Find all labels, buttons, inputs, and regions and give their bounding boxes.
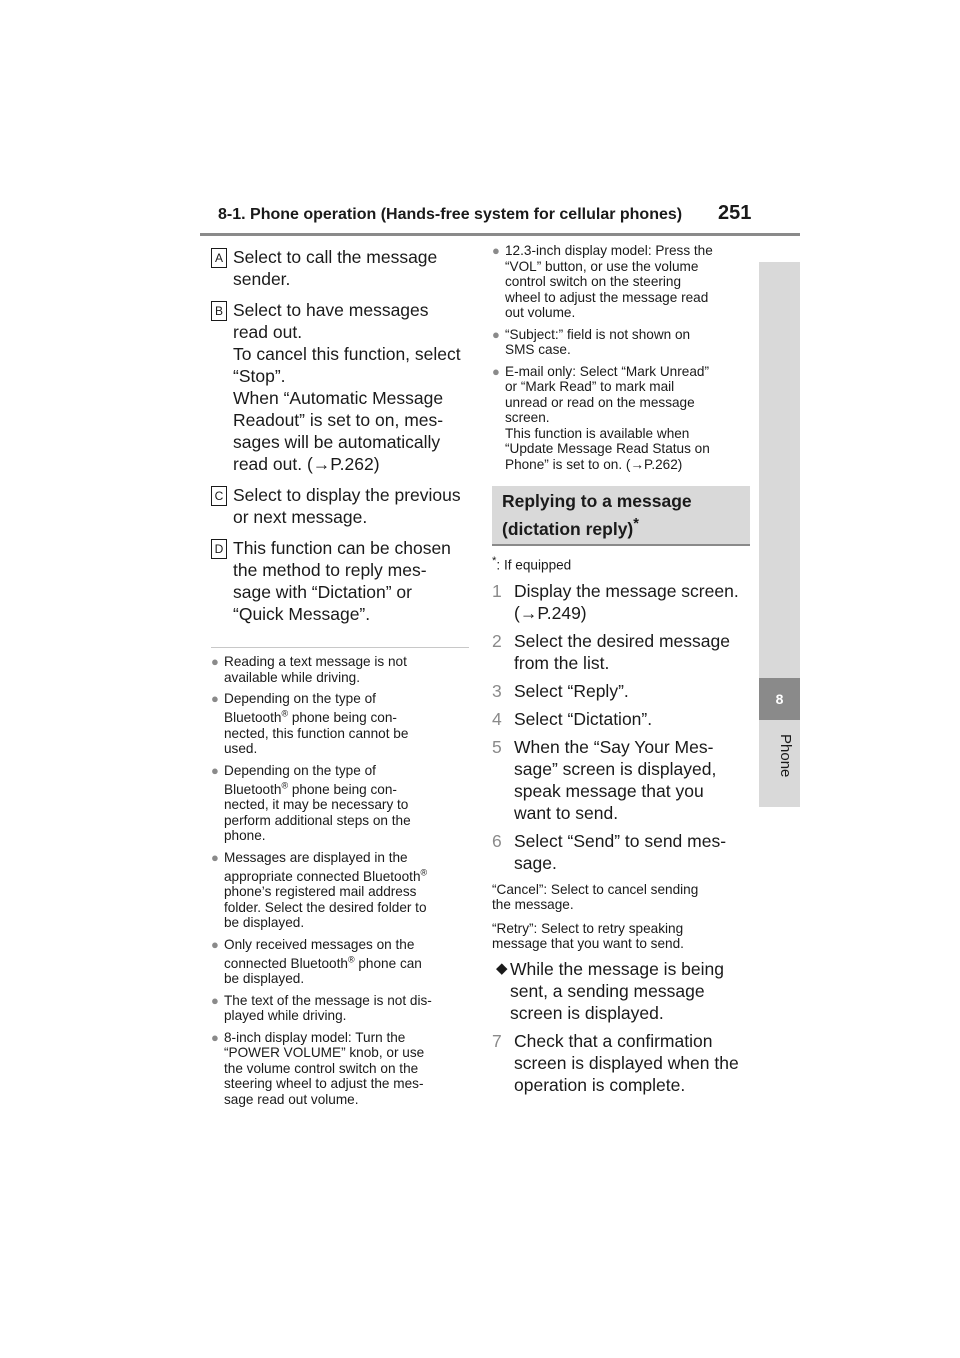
note-item bbox=[211, 993, 469, 1024]
step-item bbox=[492, 1030, 750, 1096]
callout-d bbox=[211, 537, 469, 625]
callout-b bbox=[211, 299, 469, 475]
callout-letter-b-icon: B bbox=[211, 301, 227, 321]
step-text: Display the message screen. (→P.249) bbox=[514, 580, 739, 623]
step-number: 1 bbox=[492, 580, 502, 601]
note-text-part: Depending on the type of Bluetooth bbox=[224, 691, 376, 726]
step-text: Select the desired message from the list. bbox=[514, 630, 730, 673]
step-number: 4 bbox=[492, 708, 502, 729]
note-text: The text of the message is not dis- played while driving. bbox=[224, 992, 432, 1024]
callout-text-c: Select to display the previous or next message. bbox=[233, 485, 461, 527]
diamond-icon: ◆ bbox=[496, 959, 508, 977]
note-text bbox=[224, 763, 411, 844]
note-item bbox=[492, 243, 750, 321]
diamond-note-text: While the message is being sent, a sending message screen is displayed. bbox=[510, 958, 724, 1023]
note-item bbox=[211, 763, 469, 844]
header-rule bbox=[200, 233, 800, 236]
bullet-icon: ● bbox=[211, 849, 219, 865]
note-text: “Subject:” field is not shown on SMS case. bbox=[505, 326, 691, 357]
callout-text-a: Select to call the message sender. bbox=[233, 247, 438, 289]
step-item bbox=[492, 736, 750, 824]
steps-list-continued bbox=[492, 1030, 750, 1096]
bullet-icon: ● bbox=[211, 691, 219, 706]
note-text-part: phone being con- nected, it may be necessary to perform additional steps on the phone. bbox=[224, 781, 411, 844]
step-number: 3 bbox=[492, 680, 502, 701]
cancel-note: “Cancel”: Select to cancel sending the message. bbox=[492, 881, 699, 913]
step-text: When the “Say Your Mes- sage” screen is displayed, speak message that you want to send. bbox=[514, 736, 717, 823]
bullet-icon: ● bbox=[211, 992, 219, 1008]
registered-mark: ® bbox=[281, 780, 289, 791]
chapter-number-box: 8 bbox=[759, 678, 800, 720]
note-item bbox=[211, 1030, 469, 1108]
note-text-part: phone being con- nected, this function cannot be used. bbox=[224, 710, 409, 757]
step-item bbox=[492, 630, 750, 674]
callout-text-b: Select to have messages read out. To cancel this function, select “Stop”. When “Automatic Message Readout” is set to on, mes- sages will be automatically read out. (→P.262) bbox=[233, 300, 461, 474]
section-heading-line2 bbox=[502, 513, 740, 541]
note-text bbox=[224, 850, 427, 931]
bullet-icon: ● bbox=[211, 762, 219, 778]
page-number: 251 bbox=[718, 202, 752, 224]
right-column bbox=[492, 243, 750, 1102]
notes-list-right bbox=[492, 243, 750, 472]
note-text: 8-inch display model: Turn the “POWER VOLUME” knob, or use the volume control switch on the steering wheel to adjust the mes- sage read out volume. bbox=[224, 1029, 425, 1107]
chapter-label: Phone bbox=[777, 734, 794, 778]
registered-mark: ® bbox=[281, 708, 289, 719]
footnote-mark: * bbox=[492, 555, 497, 567]
note-text bbox=[224, 691, 408, 756]
footnote bbox=[492, 555, 750, 573]
note-text bbox=[224, 937, 422, 987]
step-text: Select “Dictation”. bbox=[514, 708, 653, 729]
bullet-icon: ● bbox=[211, 654, 219, 669]
chapter-side-tab bbox=[759, 262, 800, 807]
section-heading-text: (dictation reply) bbox=[502, 518, 634, 539]
bullet-icon: ● bbox=[492, 363, 500, 379]
step-text: Select “Send” to send mes- sage. bbox=[514, 830, 727, 873]
callout-letter-a-icon: A bbox=[211, 248, 227, 268]
note-text: E-mail only: Select “Mark Unread” or “Mark Read” to mark mail unread or read on the message screen. This function is available when “Update Message Read Status on Phone” is set to on. (→P.262) bbox=[505, 363, 710, 472]
step-text: Check that a confirmation screen is displayed when the operation is complete. bbox=[514, 1030, 739, 1095]
step-item bbox=[492, 708, 750, 730]
callout-text-d: This function can be chosen the method to reply mes- sage with “Dictation” or “Quick Message”. bbox=[233, 538, 451, 624]
callout-letter-d-icon: D bbox=[211, 539, 227, 559]
note-item bbox=[211, 654, 469, 685]
registered-mark: ® bbox=[420, 867, 428, 878]
callout-c bbox=[211, 484, 469, 528]
note-text-part: phone’s registered mail address folder. Select the desired folder to be displayed. bbox=[224, 884, 427, 931]
steps-list bbox=[492, 580, 750, 874]
step-item bbox=[492, 830, 750, 874]
section-heading-box bbox=[492, 486, 750, 546]
left-column bbox=[211, 246, 469, 1113]
footnote-text: : If equipped bbox=[496, 557, 572, 573]
note-item bbox=[211, 691, 469, 757]
bullet-icon: ● bbox=[211, 936, 219, 952]
notes-divider bbox=[211, 647, 469, 648]
bullet-icon: ● bbox=[211, 1029, 219, 1045]
section-header-title: 8-1. Phone operation (Hands-free system for cellular phones) bbox=[218, 206, 683, 223]
note-text-part: phone can be displayed. bbox=[224, 955, 422, 987]
note-text: Reading a text message is not available while driving. bbox=[224, 654, 407, 685]
callout-a bbox=[211, 246, 469, 290]
step-item bbox=[492, 580, 750, 624]
callout-letter-c-icon: C bbox=[211, 486, 227, 506]
note-text: 12.3-inch display model: Press the “VOL” button, or use the volume control switch on the steering wheel to adjust the message read out volume. bbox=[505, 243, 713, 320]
step-number: 5 bbox=[492, 736, 502, 757]
step-item bbox=[492, 680, 750, 702]
note-item bbox=[211, 937, 469, 987]
step-text: Select “Reply”. bbox=[514, 680, 629, 701]
section-heading-line1: Replying to a message bbox=[502, 491, 692, 511]
note-item bbox=[211, 850, 469, 931]
registered-mark: ® bbox=[347, 954, 355, 965]
bullet-icon: ● bbox=[492, 326, 500, 342]
step-number: 2 bbox=[492, 630, 502, 651]
retry-note: “Retry”: Select to retry speaking message that you want to send. bbox=[492, 920, 684, 952]
bullet-icon: ● bbox=[492, 243, 500, 258]
step-number: 7 bbox=[492, 1030, 502, 1051]
notes-list-left bbox=[211, 654, 469, 1107]
note-text-part: Messages are displayed in the appropriate connected Bluetooth bbox=[224, 849, 421, 884]
diamond-note bbox=[492, 958, 750, 1024]
note-item bbox=[492, 364, 750, 473]
note-text-part: Depending on the type of Bluetooth bbox=[224, 762, 376, 797]
note-text-part: Only received messages on the connected Bluetooth bbox=[224, 936, 415, 971]
note-item bbox=[492, 327, 750, 358]
step-number: 6 bbox=[492, 830, 502, 851]
asterisk-mark: * bbox=[633, 516, 639, 532]
